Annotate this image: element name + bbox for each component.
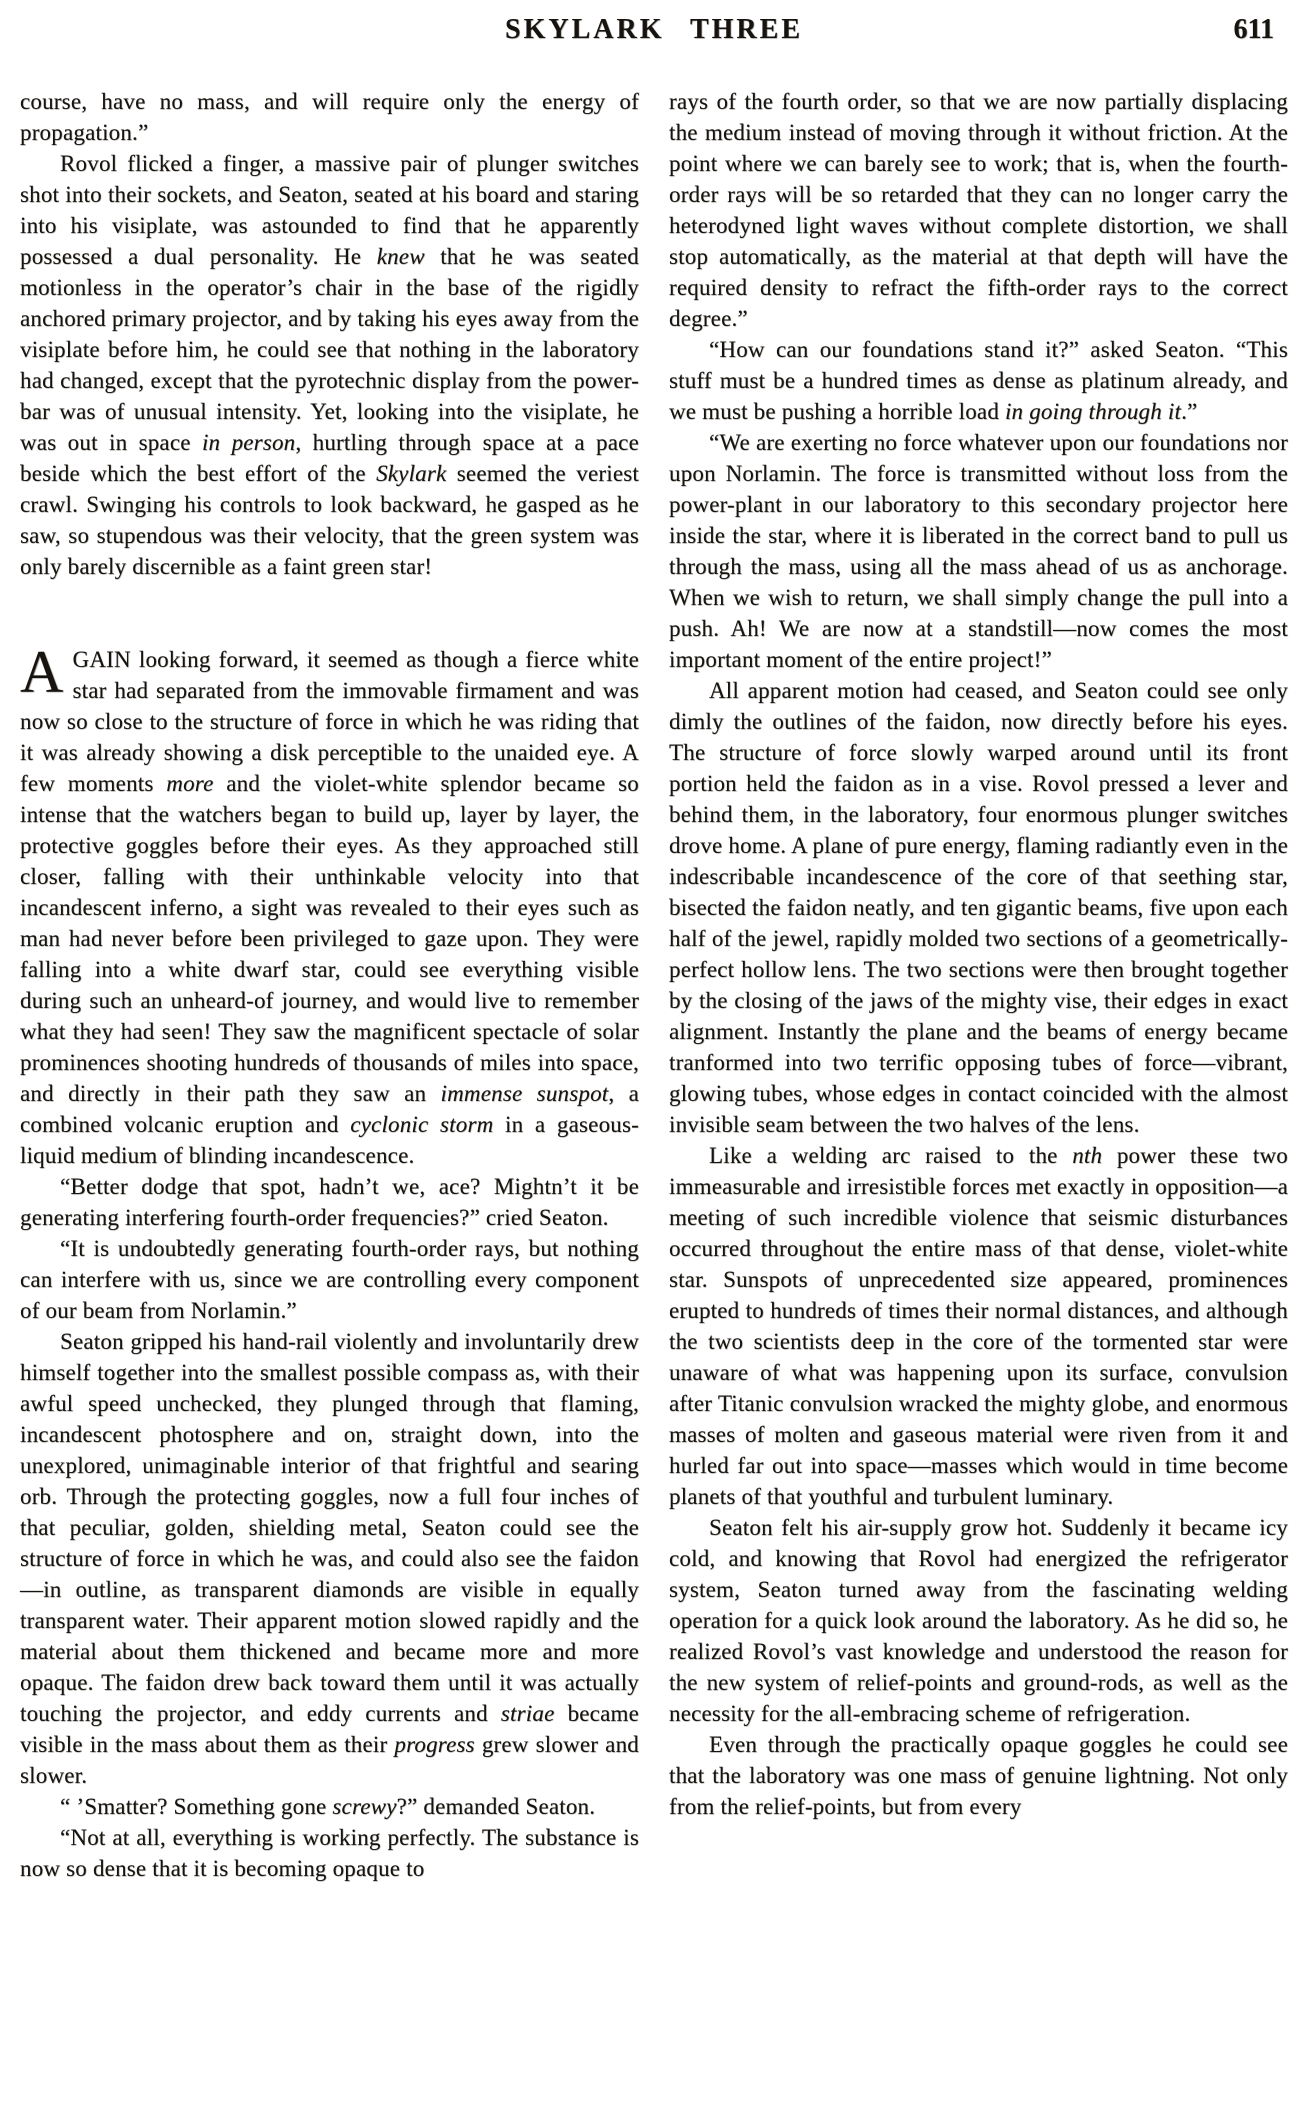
- body-text: became visible in the mass about them as their: [20, 1701, 639, 1757]
- paragraph: [20, 1791, 639, 1822]
- body-text: Like a welding arc raised to the: [709, 1143, 1073, 1168]
- body-text: “We are exerting no force whatever upon our foundations nor upon Norlamin. The force is transmitted without loss from the power-plant in our laboratory to this secondary projector here inside the star, where it is liberated in the correct band to pull us through the mass, using all the mass ahead of us as anchorage. When we wish to return, we shall simply change the pull into a push. Ah! We are now at a standstill—now comes the most important moment of the entire project!”: [669, 430, 1288, 672]
- body-text: “How can our foundations stand it?” asked Seaton. “This stuff must be a hundred times as dense as platinum already, and we must be pushing a horrible load: [669, 337, 1288, 424]
- body-text: Seaton felt his air-supply grow hot. Suddenly it became icy cold, and knowing that Rovol had energized the refrigerator system, Seaton turned away from the fascinating welding operation for a quick look around the laboratory. As he did so, he realized Rovol’s vast knowledge and understood the reason for the new system of relief-points and ground-rods, as well as the necessity for the all-embracing scheme of refrigeration.: [669, 1515, 1288, 1726]
- paragraph: [20, 1233, 639, 1326]
- italic-text: nth: [1072, 1143, 1103, 1168]
- paragraph: [669, 86, 1288, 334]
- page-number: 611: [1233, 14, 1274, 45]
- body-text: power these two immeasurable and irresistible forces met exactly in opposition—a meeting of such incredible violence that seismic disturbances occurred throughout the entire mass of that dense, violet-white star. Sunspots of unprecedented size appeared, prominences erupted to hundreds of times their normal distances, and although the two scientists deep in the core of the tormented star were unaware of what was happening upon its surface, convulsion after Titanic convulsion wracked the mighty globe, and enormous masses of molten and gaseous material were riven from it and hurled far out into space—masses which would in time become planets of that youthful and turbulent luminary.: [669, 1143, 1288, 1509]
- italic-text: progress: [394, 1732, 475, 1757]
- italic-text: more: [166, 771, 214, 796]
- italic-text: in going through it: [1004, 399, 1182, 424]
- body-text: Even through the practically opaque goggles he could see that the laboratory was one mass of genuine lightning. Not only from the relief-points, but from every: [669, 1732, 1288, 1819]
- paragraph: [20, 1171, 639, 1233]
- italic-text: striae: [500, 1701, 555, 1726]
- page-header: [20, 14, 1288, 64]
- italic-text: knew: [376, 244, 425, 269]
- left-column: [20, 86, 639, 1884]
- paragraph: [669, 1140, 1288, 1512]
- body-text: that he was seated motionless in the operator’s chair in the base of the rigidly anchored primary projector, and by taking his eyes away from the visiplate before him, he could see that nothing in the laboratory had changed, except that the pyrotechnic display from the power-bar was of unusual intensity. Yet, looking into the visiplate, he was out in space: [20, 244, 640, 455]
- body-text: Rovol flicked a finger, a massive pair of plunger switches shot into their sockets, and Seaton, seated at his board and staring into his visiplate, was astounded to find that he apparently possessed a dual personality. He: [20, 151, 639, 269]
- paragraph: [20, 1326, 639, 1791]
- italic-text: in person: [201, 430, 296, 455]
- paragraph: [669, 675, 1288, 1140]
- text-columns: [20, 86, 1288, 1884]
- paragraph: [669, 1512, 1288, 1729]
- paragraph: [20, 86, 639, 148]
- body-text: “Not at all, everything is working perfectly. The substance is now so dense that it is becoming opaque to: [20, 1825, 639, 1881]
- body-text: ?” demanded Seaton.: [396, 1794, 596, 1819]
- running-title: SKYLARK THREE: [505, 14, 803, 45]
- body-text: “It is undoubtedly generating fourth-order rays, but nothing can interfere with us, since we are controlling every component of our beam from Norlamin.”: [20, 1236, 639, 1323]
- paragraph: [20, 1822, 639, 1884]
- body-text: Seaton gripped his hand-rail violently and involuntarily drew himself together into the smallest possible compass as, with their awful speed unchecked, they plunged through that flaming, incandescent photosphere and on, straight down, into the unexplored, unimaginable interior of that frightful and searing orb. Through the protecting goggles, now a full four inches of that peculiar, golden, shielding metal, Seaton could see the structure of force in which he was, and could also see the faidon—in outline, as transparent diamonds are visible in equally transparent water. Their apparent motion slowed rapidly and the material about them thickened and became more and more opaque. The faidon drew back toward them until it was actually touching the projector, and eddy currents and: [20, 1329, 639, 1726]
- paragraph: [669, 427, 1288, 675]
- body-text: , a combined volcanic eruption and: [20, 1081, 640, 1137]
- body-text: course, have no mass, and will require only the energy of propagation.”: [20, 89, 639, 145]
- body-text: seemed the veriest crawl. Swinging his controls to look backward, he gasped as he saw, so stupendous was their velocity, that the green system was only barely discernible as a faint green star!: [20, 461, 639, 579]
- body-text: GAIN looking forward, it seemed as though a fierce white star had separated from the immovable firmament and was now so close to the structure of force in which he was riding that it was already showing a disk perceptible to the unaided eye. A few moments: [20, 647, 639, 796]
- right-column: [669, 86, 1288, 1884]
- body-text: “Better dodge that spot, hadn’t we, ace? Mightn’t it be generating interfering fourth-order frequencies?” cried Seaton.: [20, 1174, 639, 1230]
- body-text: “ ’Smatter? Something gone: [60, 1794, 333, 1819]
- paragraph: [669, 334, 1288, 427]
- body-text: and the violet-white splendor became so intense that the watchers began to build up, layer by layer, the protective goggles before their eyes. As they approached still closer, falling with their unthinkable velocity into that incandescent inferno, a sight was revealed to their eyes such as man had never before been privileged to gaze upon. They were falling into a white dwarf star, could see everything visible during such an unheard-of journey, and would live to remember what they had seen! They saw the magnificent spectacle of solar prominences shooting hundreds of thousands of miles into space, and directly in their path they saw an: [20, 771, 640, 1106]
- body-text: , hurtling through space at a pace beside which the best effort of the: [20, 430, 639, 486]
- body-text: grew slower and slower.: [20, 1732, 639, 1788]
- body-text: All apparent motion had ceased, and Seaton could see only dimly the outlines of the faidon, now directly before his eyes. The structure of force slowly warped around until its front portion held the faidon as in a vise. Rovol pressed a lever and behind them, in the laboratory, four enormous plunger switches drove home. A plane of pure energy, flaming radiantly even in the indescribable incandescence of the core of that seething star, bisected the faidon neatly, and ten gigantic beams, five upon each half of the jewel, rapidly molded two sections of a geometrically-perfect hollow lens. The two sections were then brought together by the closing of the jaws of the mighty vise, their edges in exact alignment. Instantly the plane and the beams of energy became tranformed into two terrific opposing tubes of force—vibrant, glowing tubes, whose edges in contact coincided with the almost invisible seam between the two halves of the lens.: [669, 678, 1288, 1137]
- body-text: rays of the fourth order, so that we are now partially displacing the medium instead of moving through it without friction. At the point where we can barely see to work; that is, when the fourth-order rays will be so retarded that they can no longer carry the heterodyned light waves without complete distortion, we shall stop automatically, as the material at that depth will have the required density to refract the fifth-order rays to the correct degree.”: [669, 89, 1288, 331]
- dropcap-letter: A: [20, 639, 64, 705]
- paragraph: [20, 639, 640, 1171]
- paragraph: [669, 1729, 1288, 1822]
- italic-text: immense sunspot: [440, 1081, 609, 1106]
- italic-text: Skylark: [376, 461, 447, 486]
- paragraph: [20, 148, 639, 582]
- italic-text: cyclonic storm: [350, 1112, 494, 1137]
- body-text: .”: [1181, 399, 1198, 424]
- body-text: in a gaseous-liquid medium of blinding incandescence.: [20, 1112, 639, 1168]
- italic-text: screwy: [332, 1794, 397, 1819]
